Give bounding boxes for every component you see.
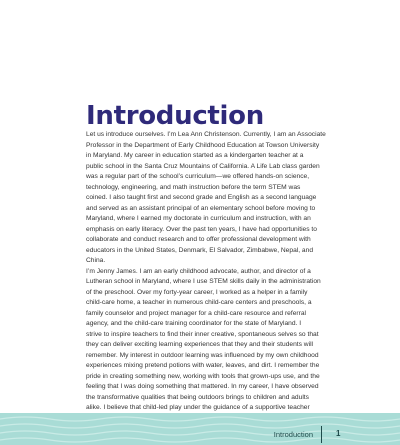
paragraph-1: Let us introduce ourselves. I’m Lea Ann Christenson. Currently, I am an Associate Professor in the Department of Early Childhood Education at Towson University in Maryland. My career in education started as a kindergarten teacher at a public school in the Santa Cruz Mountains of California. A Life Lab class garden was a regular part of the school’s curriculum—we offered hands-on science, technology, engineering, and math instruction before the term STEM was coined. I also taught first and second grade and English as a second language and served as an assistant principal of an elementary school before moving to Maryland, where I earned my doctorate in curriculum and instruction, with an emphasis on early literacy. Over the past ten years, I have had opportunities to collaborate and conduct research and to offer professional development with educators in the United States, Denmark, El Salvador, Zimbabwe, Nepal, and China. xyxy=(86,131,326,264)
body-text xyxy=(86,130,346,435)
footer-section-label: Introduction xyxy=(273,430,313,439)
footer-divider xyxy=(321,426,322,443)
paragraph-2: I’m Jenny James. I am an early childhood advocate, author, and director of a Lutheran school in Maryland, where I use STEM skills daily in the administration of the preschool. Over my forty-year career, I worked as a helper in a family child-care home, a teacher in numerous child-care centers and preschools, a family counselor and project manager for a child-care resource and referral agency, and the child-care training coordinator for the state of Maryland. I strive to inspire teachers to find their inner creative, spontaneous selves so that they can deliver exciting learning experiences that they and their students will remember. My interest in outdoor learning was influenced by my own childhood experiences mixing pretend potions with water, leaves, and dirt. I remember the pride in creating something new, working with tools that grown-ups use, and the feeling that I was doing something that mattered. In my career, I have observed the transformative qualities that being outdoors brings to children and adults alike. I believe that child-led play under the guidance of a supportive teacher xyxy=(86,267,321,411)
page-heading: Introduction xyxy=(86,101,264,131)
page-number: 1 xyxy=(336,429,341,438)
